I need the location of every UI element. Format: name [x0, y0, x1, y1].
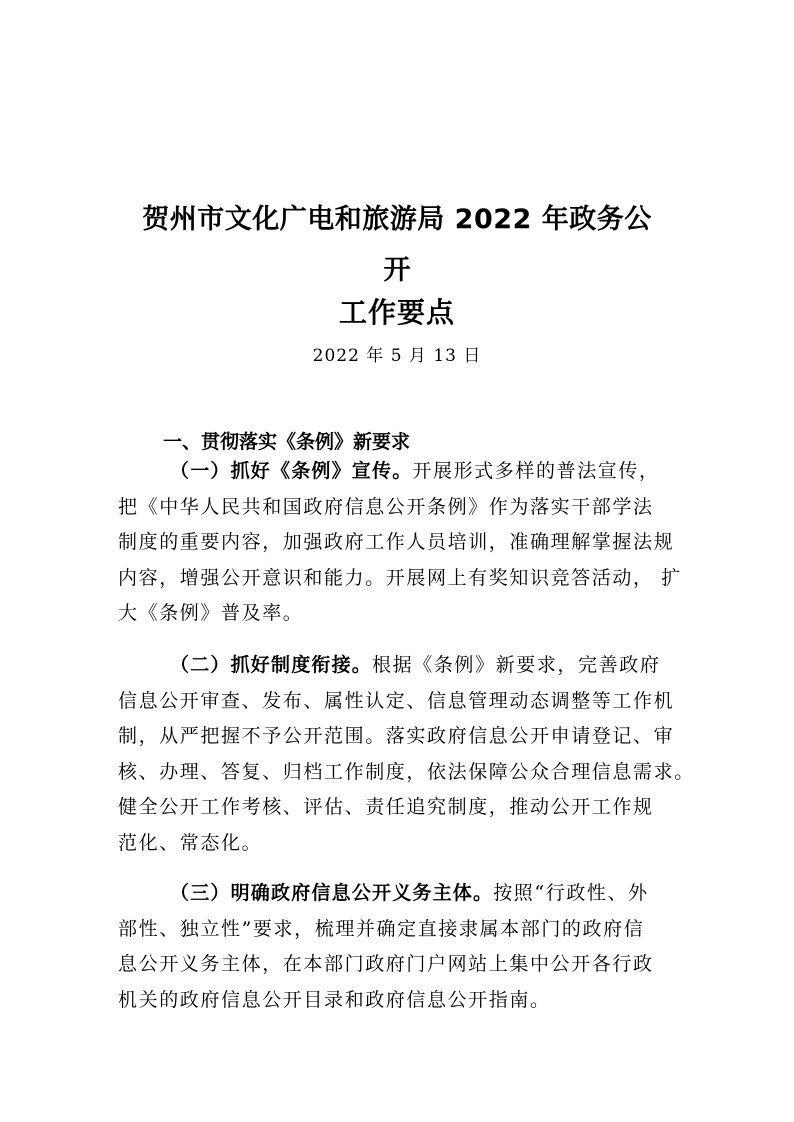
document-date: 2022 年 5 月 13 日 [312, 346, 482, 366]
paragraph-2 [118, 648, 718, 861]
paragraph-text: 根据《条例》新要求，完善政府 [372, 654, 661, 676]
paragraph-lead: （二）抓好制度衔接。 [170, 654, 373, 676]
paragraph-lead: （一）抓好《条例》宣传。 [170, 460, 413, 482]
paragraph-line: 健全公开工作考核、评估、责任追究制度，推动公开工作规 [118, 796, 654, 818]
paragraph-line: 信息公开审查、发布、属性认定、信息管理动态调整等工作机 [118, 689, 675, 712]
paragraph-line: 把《中华人民共和国政府信息公开条例》作为落实干部学法 [118, 495, 654, 518]
paragraph-line: 机关的政府信息公开目录和政府信息公开指南。 [118, 988, 551, 1011]
document-title-line-1: 贺州市文化广电和旅游局 2022 年政务公 [142, 204, 652, 235]
paragraph-3 [118, 876, 718, 1018]
paragraph-line: 制，从严把握不予公开范围。落实政府信息公开申请登记、审 [118, 725, 675, 747]
document-title-line-2: 开 [383, 255, 411, 286]
paragraph-lead: （三）明确政府信息公开义务主体。 [170, 882, 494, 904]
paragraph-line: 息公开义务主体，在本部门政府门户网站上集中公开各行政 [118, 953, 654, 975]
paragraph-text: 按照“行政性、外 [493, 882, 649, 904]
document-title-line-3: 工作要点 [338, 296, 455, 329]
paragraph-line: 部性、独立性”要求，梳理并确定直接隶属本部门的政府信 [118, 917, 645, 940]
paragraph-line: 制度的重要内容，加强政府工作人员培训，准确理解掌握法规 [118, 531, 675, 553]
paragraph-text: 开展形式多样的普法宣传， [412, 460, 660, 482]
paragraph-line [118, 876, 718, 912]
paragraph-line: 范化、常态化。 [118, 831, 263, 854]
paragraph-1 [118, 454, 718, 632]
section-heading-1: 一、贯彻落实《条例》新要求 [163, 431, 411, 453]
paragraph-line: 核、办理、答复、归档工作制度，依法保障公众合理信息需求。 [118, 760, 695, 783]
paragraph-line: 内容，增强公开意识和能力。开展网上有奖知识竞答活动， 扩 [118, 566, 682, 589]
paragraph-line: 大《条例》普及率。 [118, 602, 304, 624]
paragraph-line [118, 648, 718, 684]
paragraph-line [118, 454, 718, 490]
